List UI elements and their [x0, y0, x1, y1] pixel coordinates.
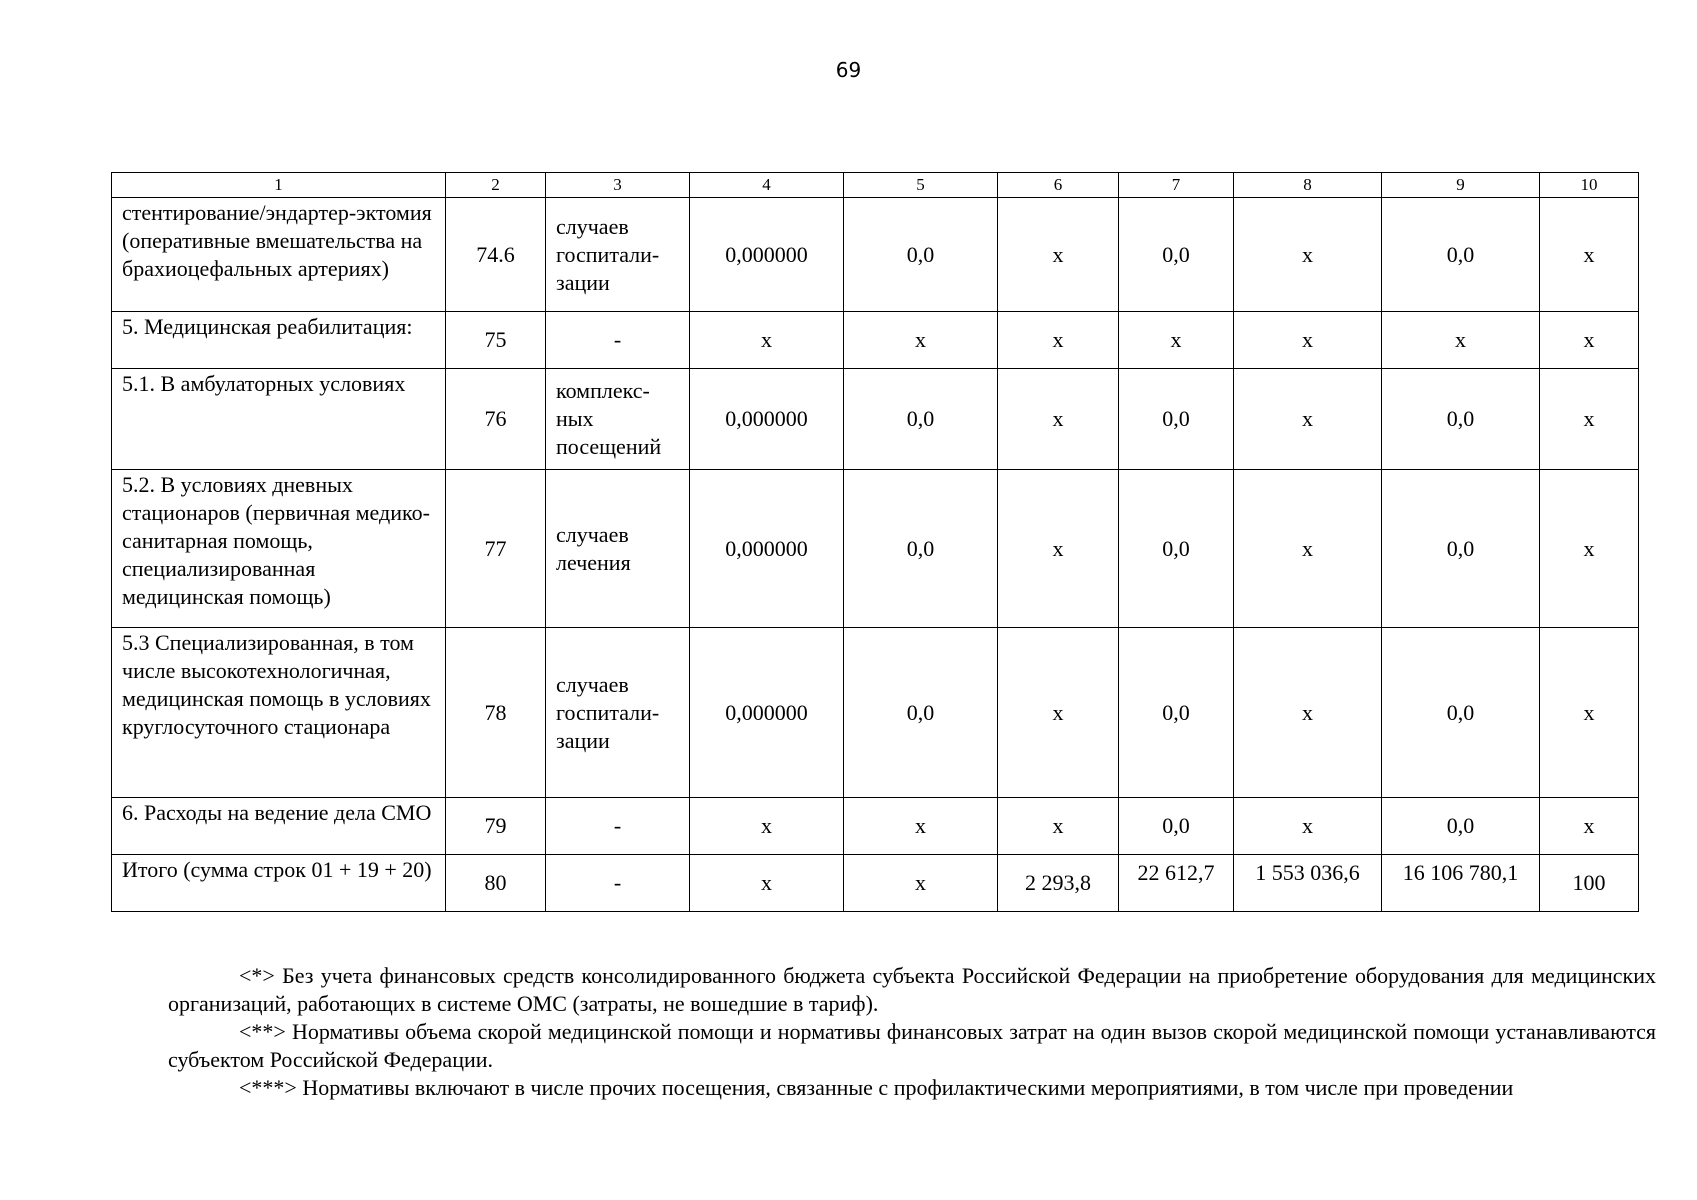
row-value: х [998, 470, 1119, 628]
row-value: х [844, 855, 998, 912]
row-code: 76 [446, 369, 546, 470]
header-cell: 8 [1234, 173, 1382, 198]
row-value: х [1234, 198, 1382, 312]
header-cell: 9 [1382, 173, 1540, 198]
row-unit: - [546, 798, 690, 855]
row-value: 0,0 [1382, 470, 1540, 628]
row-name: стентирование/эндартер-эктомия (оперативные вмешательства на брахиоцефальных артериях) [112, 198, 446, 312]
row-value: х [1234, 369, 1382, 470]
row-value: 0,0 [1382, 369, 1540, 470]
row-name: 5. Медицинская реабилитация: [112, 312, 446, 369]
header-cell: 1 [112, 173, 446, 198]
row-value: х [1540, 369, 1639, 470]
row-unit: комплекс-ных посещений [546, 369, 690, 470]
header-cell: 4 [690, 173, 844, 198]
header-cell: 10 [1540, 173, 1639, 198]
row-value: 0,0 [1382, 198, 1540, 312]
table-row [112, 369, 1639, 470]
row-value: 0,0 [1119, 798, 1234, 855]
row-value: 0,0 [844, 470, 998, 628]
row-code: 78 [446, 628, 546, 798]
row-value: 100 [1540, 855, 1639, 912]
row-code: 79 [446, 798, 546, 855]
footnote: <**> Нормативы объема скорой медицинской помощи и нормативы финансовых затрат на один вызов скорой медицинской помощи устанавливаются субъектом Российской Федерации. [168, 1019, 1656, 1072]
row-unit: - [546, 855, 690, 912]
page-number: 69 [835, 58, 862, 82]
row-value: х [1540, 470, 1639, 628]
row-value: 0,0 [1382, 628, 1540, 798]
row-value: х [1234, 312, 1382, 369]
row-name: 5.2. В условиях дневных стационаров (первичная медико-санитарная помощь, специализированная медицинская помощь) [112, 470, 446, 628]
row-value: х [998, 369, 1119, 470]
header-cell: 2 [446, 173, 546, 198]
row-value: 1 553 036,6 [1234, 855, 1382, 912]
row-value: 22 612,7 [1119, 855, 1234, 912]
row-value: 16 106 780,1 [1382, 855, 1540, 912]
row-value: х [998, 312, 1119, 369]
row-name: 6. Расходы на ведение дела СМО [112, 798, 446, 855]
row-value: 0,000000 [690, 470, 844, 628]
row-value: х [690, 798, 844, 855]
row-code: 80 [446, 855, 546, 912]
row-value: х [1234, 628, 1382, 798]
row-value: х [1540, 798, 1639, 855]
header-row [112, 173, 1639, 198]
table-row-total [112, 855, 1639, 912]
row-value: х [1382, 312, 1540, 369]
row-code: 74.6 [446, 198, 546, 312]
row-value: 0,0 [1119, 470, 1234, 628]
header-cell: 7 [1119, 173, 1234, 198]
row-name: 5.3 Специализированная, в том числе высокотехнологичная, медицинская помощь в условиях круглосуточного стационара [112, 628, 446, 798]
row-unit: случаев лечения [546, 470, 690, 628]
row-unit: случаев госпитали-зации [546, 628, 690, 798]
row-value: х [998, 798, 1119, 855]
row-code: 77 [446, 470, 546, 628]
table-row [112, 312, 1639, 369]
table-row [112, 198, 1639, 312]
row-value: 0,0 [844, 628, 998, 798]
header-cell: 5 [844, 173, 998, 198]
row-value: 0,0 [1119, 198, 1234, 312]
row-value: 0,0 [844, 198, 998, 312]
row-value: х [1540, 628, 1639, 798]
row-unit: случаев госпитали-зации [546, 198, 690, 312]
row-value: 2 293,8 [998, 855, 1119, 912]
row-value: 0,0 [1119, 369, 1234, 470]
header-cell: 3 [546, 173, 690, 198]
row-value: х [1234, 470, 1382, 628]
row-unit: - [546, 312, 690, 369]
data-table [111, 172, 1639, 912]
row-name: 5.1. В амбулаторных условиях [112, 369, 446, 470]
row-value: 0,0 [844, 369, 998, 470]
row-value: 0,000000 [690, 369, 844, 470]
row-value: х [690, 855, 844, 912]
footnote: <*> Без учета финансовых средств консолидированного бюджета субъекта Российской Федерации на приобретение оборудования для медицинских организаций, работающих в системе ОМС (затраты, не вошедшие в тариф). [168, 963, 1656, 1016]
row-code: 75 [446, 312, 546, 369]
row-value: х [998, 198, 1119, 312]
table-row [112, 798, 1639, 855]
row-value: х [1234, 798, 1382, 855]
row-name: Итого (сумма строк 01 + 19 + 20) [112, 855, 446, 912]
row-value: х [998, 628, 1119, 798]
row-value: х [844, 312, 998, 369]
row-value: х [844, 798, 998, 855]
row-value: 0,0 [1382, 798, 1540, 855]
row-value: х [1540, 312, 1639, 369]
header-cell: 6 [998, 173, 1119, 198]
row-value: х [1540, 198, 1639, 312]
row-value: 0,000000 [690, 628, 844, 798]
footnotes [168, 962, 1656, 1102]
row-value: х [1119, 312, 1234, 369]
table-row [112, 470, 1639, 628]
table-row [112, 628, 1639, 798]
row-value: х [690, 312, 844, 369]
row-value: 0,000000 [690, 198, 844, 312]
row-value: 0,0 [1119, 628, 1234, 798]
footnote: <***> Нормативы включают в числе прочих посещения, связанные с профилактическими мероприятиями, в том числе при проведении [239, 1075, 1514, 1100]
